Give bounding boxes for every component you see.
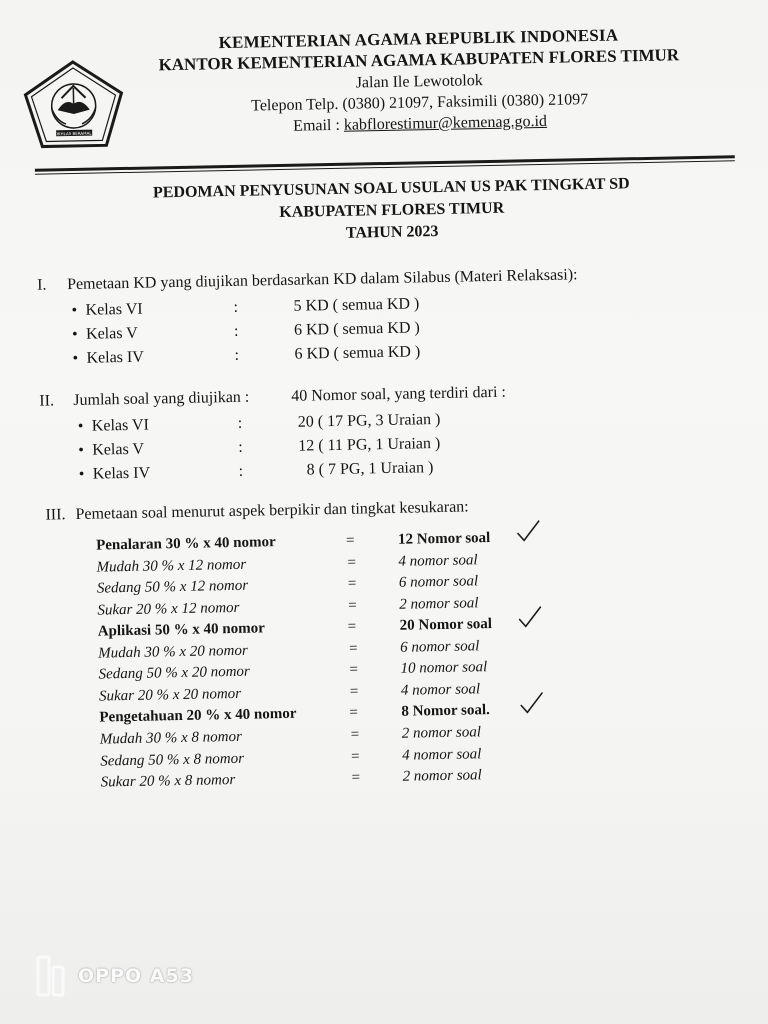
- handwritten-check-icon: [516, 519, 542, 543]
- aspect-label: Pengetahuan 20 % x 40 nomor: [99, 705, 297, 726]
- aspect-result: 4 nomor soal: [400, 681, 481, 699]
- aspect-label: Mudah 30 % x 8 nomor: [99, 728, 243, 748]
- equals-sign: =: [347, 597, 358, 614]
- office-address: Jalan Ile Lewotolok: [355, 72, 483, 92]
- equals-sign: =: [349, 726, 361, 743]
- camera-watermark: [36, 955, 194, 997]
- section-2-number: II.: [39, 392, 55, 410]
- section-2-total: 40 Nomor soal, yang terdiri dari :: [291, 383, 507, 405]
- camera-model-text: OPPO A53: [78, 965, 194, 987]
- section-1-heading: Pemetaan KD yang diujikan berdasarkan KD dalam Silabus (Materi Relaksasi):: [66, 266, 578, 294]
- title-line-2: KABUPATEN FLORES TIMUR: [279, 199, 505, 222]
- equals-sign: =: [346, 575, 358, 592]
- aspect-result: 2 nomor soal: [401, 724, 482, 742]
- email-prefix: Email :: [293, 116, 345, 135]
- aspect-result: 12 Nomor soal: [397, 530, 491, 548]
- aspect-table: [95, 529, 556, 791]
- aspect-result: 20 Nomor soal: [399, 616, 493, 634]
- aspect-label: Sukar 20 % x 20 nomor: [98, 685, 242, 705]
- office-name: KANTOR KEMENTERIAN AGAMA KABUPATEN FLORES TIMUR: [158, 45, 680, 75]
- email-address: kabflorestimur@kemenag.go.id: [343, 112, 548, 134]
- aspect-label: Sukar 20 % x 12 nomor: [97, 599, 240, 619]
- ministry-logo: [21, 57, 127, 151]
- camera-logo-icon: [36, 955, 66, 997]
- logo-motto: IKHLAS BERAMAL: [56, 130, 92, 137]
- aspect-result: 10 nomor soal: [400, 659, 488, 677]
- handwritten-check-icon: [519, 691, 545, 715]
- equals-sign: =: [348, 683, 360, 700]
- aspect-result: 8 Nomor soal.: [401, 702, 490, 720]
- aspect-result: 2 nomor soal: [399, 595, 479, 613]
- aspect-label: Sukar 20 % x 8 nomor: [100, 771, 236, 791]
- section-3-number: III.: [45, 506, 66, 524]
- aspect-label: Penalaran 30 % x 40 nomor: [95, 534, 276, 554]
- handwritten-check-icon: [517, 605, 543, 629]
- aspect-result: 6 nomor soal: [398, 573, 479, 591]
- aspect-label: Sedang 50 % x 12 nomor: [96, 577, 249, 597]
- aspect-label: Sedang 50 % x 8 nomor: [100, 750, 245, 770]
- aspect-result: 2 nomor soal: [402, 767, 482, 785]
- section-1-number: I.: [36, 276, 47, 294]
- page-content: IKHLAS BERAMAL KEMENTERIAN AGAMA REPUBLIK INDONESIA KANTOR KEMENTERIAN AGAMA KABUPATEN FLORES TIMUR Jalan Ile Lewotolok Telepon Telp. (0380) 21097, Faksimili (0380) 21097 Email : kabflorestimur@kemenag.go.id PEDOMAN PENYUSUNAN SOAL USULAN US PAK TINGKAT SD KABUPATEN FLORES TIMUR TAHUN 2023 I. Pemetaan KD yang diujikan berdasarkan KD dalam Silabus (Materi Relaksasi): • Kelas VI : 5 KD ( semua KD ) • Kelas V : 6 KD ( semua KD ) • Kelas IV : 6 KD ( semua KD ) II. Jumlah soal yang diujikan : 40 Nomor soal, yang terdiri dari : • Kelas VI : 20 ( 17 PG, 3 Uraian ) • Kelas V : 12 ( 11 PG, 1 Uraian ) • Kelas IV : 8 ( 7 PG, 1 Uraian ) III. Pemetaan soal menurut aspek berpikir dan tingkat kesukaran: Penalaran 30 % x 40 nomor = 12 Nomor soal Mudah 30 % x 12 nomor = 4 nomor soal Sedang 50 % x 12 nomor = 6 nomor soal Sukar 20 % x 12 nomor = 2 nomor soal Aplikasi 50 % x 40 nomor = 20 Nomor soal Mudah 30 % x 20 nomor = 6 nomor soal Sedang 50 % x 20 nomor = 10 nomor soal Sukar 20 % x 20 nomor = 4 nomor soal Pengetahuan 20 % x 40 nomor = 8 Nomor soal. Mudah 30 % x 8 nomor = 2 nomor soal Sedang 50 % x 8 nomor = 4 nomor soal Sukar 20 % x 8 nomor = 2 nomor soal: [0, 0, 768, 1024]
- aspect-label: Sedang 50 % x 20 nomor: [98, 663, 250, 683]
- equals-sign: =: [350, 769, 361, 786]
- letterhead: [128, 24, 710, 139]
- section-3-heading: Pemetaan soal menurut aspek berpikir dan tingkat kesukaran:: [75, 498, 469, 523]
- equals-sign: =: [347, 618, 357, 635]
- section-2-heading: Jumlah soal yang diujikan :: [73, 388, 250, 410]
- equals-sign: =: [347, 640, 359, 657]
- equals-sign: =: [346, 554, 357, 571]
- equals-sign: =: [345, 532, 355, 549]
- title-line-3: TAHUN 2023: [345, 222, 439, 242]
- aspect-label: Aplikasi 50 % x 40 nomor: [97, 620, 266, 640]
- aspect-result: 4 nomor soal: [402, 746, 482, 764]
- aspect-label: Mudah 30 % x 12 nomor: [96, 556, 247, 576]
- aspect-result: 6 nomor soal: [399, 638, 480, 656]
- equals-sign: =: [348, 661, 359, 678]
- aspect-result: 4 nomor soal: [398, 552, 478, 570]
- document-title: [61, 172, 722, 251]
- letterhead-divider-thick: [35, 155, 735, 171]
- aspect-label: Mudah 30 % x 20 nomor: [98, 642, 248, 662]
- equals-sign: =: [350, 748, 361, 765]
- ministry-name: KEMENTERIAN AGAMA REPUBLIK INDONESIA: [218, 25, 619, 53]
- equals-sign: =: [349, 704, 358, 721]
- office-phone: Telepon Telp. (0380) 21097, Faksimili (0380) 21097: [251, 91, 589, 115]
- title-line-1: PEDOMAN PENYUSUNAN SOAL USULAN US PAK TINGKAT SD: [152, 175, 630, 202]
